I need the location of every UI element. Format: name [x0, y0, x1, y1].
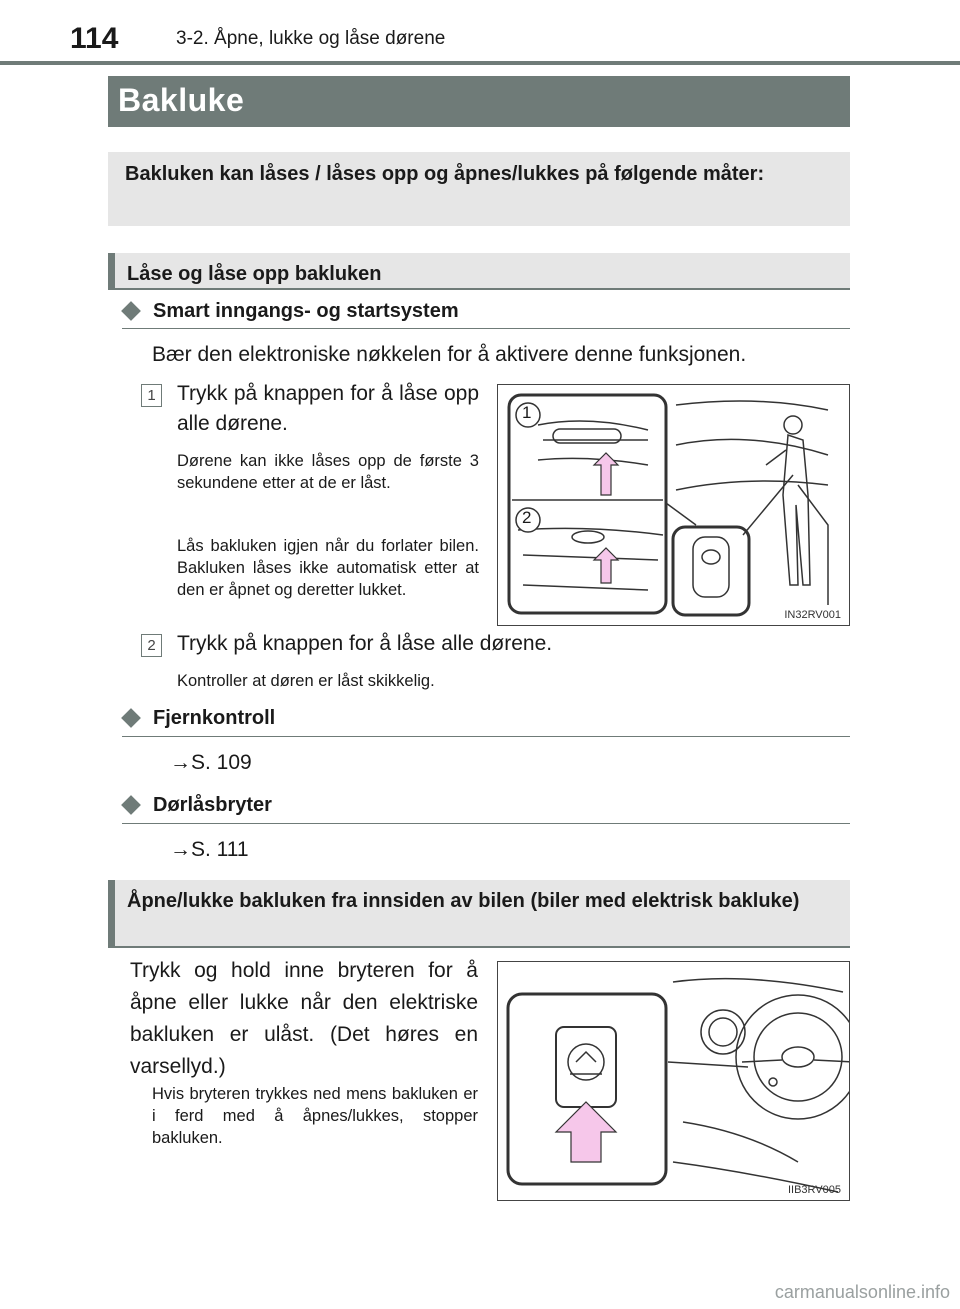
step1-text: Trykk på knappen for å låse opp alle dørene. — [177, 382, 479, 435]
intro-text: Bakluken kan låses / låses opp og åpnes/lukkes på følgende måter: — [125, 163, 765, 185]
subsection-rule — [122, 736, 850, 737]
step-number-2: 2 — [141, 634, 162, 657]
subsection-rule — [122, 328, 850, 329]
section-heading-lock-text: Låse og låse opp bakluken — [127, 263, 382, 285]
diamond-bullet-icon — [121, 795, 141, 815]
section-title-bar — [108, 76, 850, 127]
power-tailgate-note: Hvis bryteren trykkes ned mens bakluken er i ferd med å åpnes/lukkes, stopper bakluken. — [152, 1085, 478, 1147]
illustration-code: IN32RV001 — [784, 609, 841, 621]
diamond-bullet-icon — [121, 708, 141, 728]
smart-description: Bær den elektroniske nøkkelen for å aktivere denne funksjonen. — [152, 343, 747, 366]
illustration-code: IIB3RV005 — [787, 1184, 841, 1196]
chapter-title: 3-2. Åpne, lukke og låse dørene — [176, 28, 446, 49]
step1-note-2: Lås bakluken igjen når du forlater bilen. Bakluken låses ikke automatisk etter at den er åpnet og deretter lukket. — [177, 537, 479, 599]
section-heading-lock — [108, 253, 850, 290]
step-number-1: 1 — [141, 384, 162, 407]
diamond-bullet-icon — [121, 301, 141, 321]
subsection-smart-title: Smart inngangs- og startsystem — [153, 300, 459, 322]
subsection-doorlock-title: Dørlåsbryter — [153, 794, 272, 816]
section-heading-power-tailgate-text: Åpne/lukke bakluken fra innsiden av bilen (biler med elektrisk bakluke) — [127, 890, 800, 912]
section-heading-power-tailgate — [108, 880, 850, 948]
header-rule — [0, 61, 960, 65]
illustration-label-1: 1 — [522, 403, 532, 422]
watermark: carmanualsonline.info — [774, 1282, 950, 1302]
step2-note: Kontroller at døren er låst skikkelig. — [177, 672, 435, 690]
page-number: 114 — [70, 22, 119, 55]
subsection-remote-title: Fjernkontroll — [153, 707, 276, 729]
illustration-tailgate-buttons — [497, 384, 850, 626]
intro-box — [108, 152, 850, 226]
illustration-label-2: 2 — [522, 508, 532, 527]
page-title: Bakluke — [118, 82, 245, 118]
remote-page-ref[interactable]: →S. 109 — [170, 751, 252, 774]
subsection-rule — [122, 823, 850, 824]
illustration-interior-switch — [497, 961, 850, 1201]
doorlock-page-ref[interactable]: →S. 111 — [170, 838, 249, 861]
interior-illustration-svg — [498, 962, 849, 1200]
step1-note-1: Dørene kan ikke låses opp de første 3 sekundene etter at de er låst. — [177, 452, 479, 492]
power-tailgate-text: Trykk og hold inne bryteren for å åpne eller lukke når den elektriske bakluken er ulåst. (Det høres en varsellyd.) — [130, 959, 478, 1078]
tailgate-illustration-svg — [498, 385, 849, 625]
step2-text: Trykk på knappen for å låse alle dørene. — [177, 632, 553, 655]
